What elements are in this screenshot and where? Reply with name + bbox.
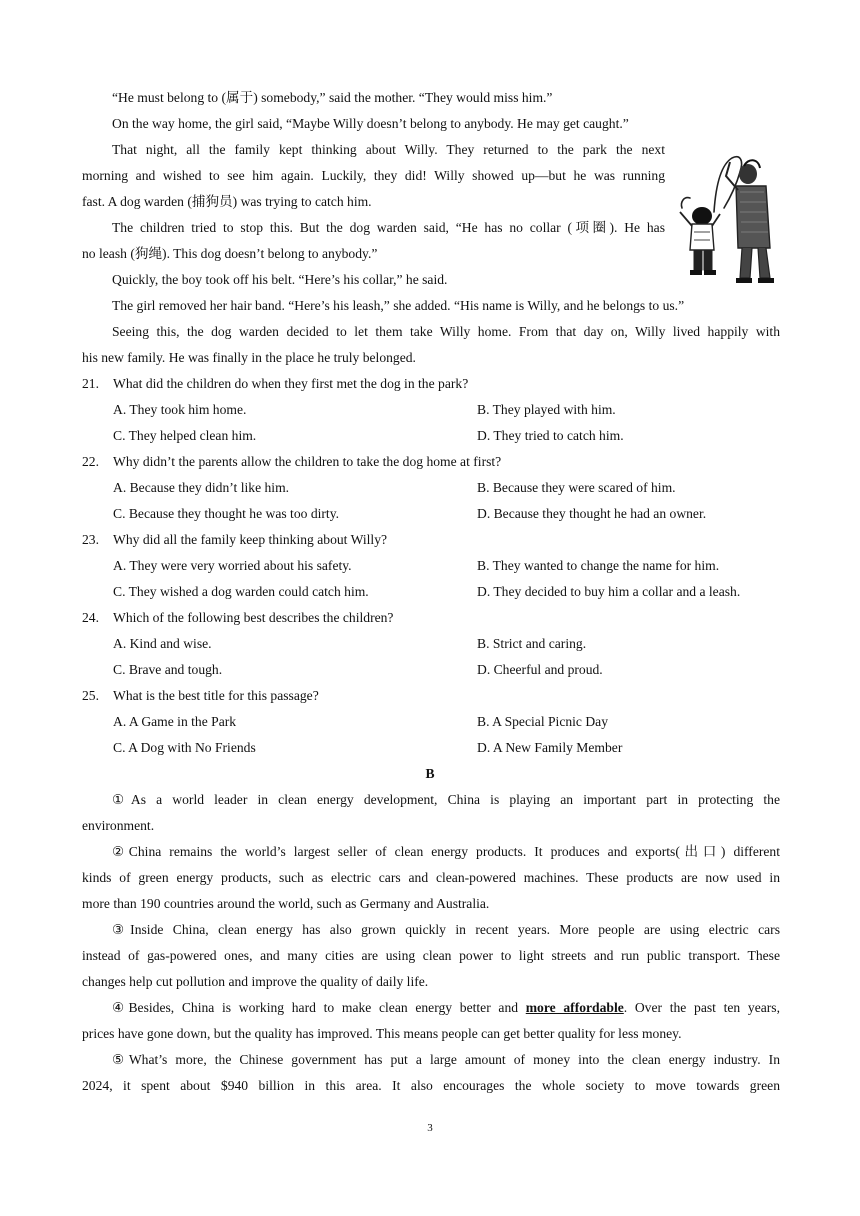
passage-line: morning and wished to see him again. Luckily, they did! Willy showed up—but he was running [82, 168, 665, 183]
option-c: C. Brave and tough. [113, 662, 223, 677]
question-24 [82, 609, 393, 627]
question-number: 23. [82, 532, 99, 547]
option-b: B. A Special Picnic Day [477, 714, 609, 729]
question-text: What did the children do when they first met the dog in the park? [113, 376, 469, 391]
question-text: Why did all the family keep thinking about Willy? [113, 532, 388, 547]
option-c: C. A Dog with No Friends [113, 740, 256, 755]
option-d: D. Cheerful and proud. [477, 662, 603, 677]
passage-line: ①As a world leader in clean energy development, China is playing an important part in protecting the [112, 792, 780, 807]
option-b: B. They wanted to change the name for him. [477, 558, 720, 573]
passage-line: 2024, it spent about $940 billion in this area. It also encourages the whole society to move towards green [82, 1078, 780, 1093]
option-d: D. Because they thought he had an owner. [477, 506, 707, 521]
option-a: A. Kind and wise. [113, 636, 212, 651]
passage-line: The girl removed her hair band. “Here’s his leash,” she added. “His name is Willy, and he belongs to us.” [112, 298, 685, 313]
passage-line: changes help cut pollution and improve the quality of daily life. [82, 974, 429, 989]
option-d: D. They tried to catch him. [477, 428, 624, 443]
passage-line: prices have gone down, but the quality has improved. This means people can get better quality for less money. [82, 1026, 682, 1041]
underlined-phrase: more affordable [525, 1000, 624, 1015]
question-number: 22. [82, 454, 99, 469]
passage-line: his new family. He was finally in the place he truly belonged. [82, 350, 416, 365]
text-segment: ④Besides, China is working hard to make clean energy better and [112, 1000, 526, 1015]
children-with-dog-warden-illustration [674, 152, 782, 286]
question-23 [82, 531, 387, 549]
passage-line: kinds of green energy products, such as electric cars and clean-powered machines. These products are now used in [82, 870, 780, 885]
option-a: A. Because they didn’t like him. [113, 480, 290, 495]
option-b: B. They played with him. [477, 402, 616, 417]
passage-line: The children tried to stop this. But the dog warden said, “He has no collar (项圈). He has [112, 220, 665, 235]
page-number: 3 [427, 1122, 433, 1134]
passage-line: more than 190 countries around the world, such as Germany and Australia. [82, 896, 490, 911]
question-text: What is the best title for this passage? [113, 688, 319, 703]
passage-line: That night, all the family kept thinking about Willy. They returned to the park the next [112, 142, 665, 157]
question-number: 25. [82, 688, 99, 703]
passage-line: instead of gas-powered ones, and many cities are using clean power to light streets and run public transport. These [82, 948, 780, 963]
question-25 [82, 687, 319, 705]
passage-line: fast. A dog warden (捕狗员) was trying to catch him. [82, 194, 372, 209]
option-b: B. Because they were scared of him. [477, 480, 676, 495]
option-d: D. They decided to buy him a collar and a leash. [477, 584, 741, 599]
passage-line [112, 999, 780, 1017]
passage-line: ②China remains the world’s largest seller of clean energy products. It produces and exports(出口) different [112, 844, 780, 859]
passage-line: no leash (狗绳). This dog doesn’t belong to anybody.” [82, 246, 378, 261]
question-number: 24. [82, 610, 99, 625]
option-c: C. They wished a dog warden could catch him. [113, 584, 369, 599]
question-text: Which of the following best describes the children? [113, 610, 394, 625]
section-heading: B [425, 766, 435, 781]
text-segment: . Over the past ten years, [623, 1000, 780, 1015]
passage-line: ③Inside China, clean energy has also grown quickly in recent years. More people are using electric cars [112, 922, 780, 937]
question-21 [82, 375, 468, 393]
passage-line: “He must belong to (属于) somebody,” said the mother. “They would miss him.” [112, 90, 553, 105]
option-a: A. A Game in the Park [113, 714, 237, 729]
question-number: 21. [82, 376, 99, 391]
passage-line: Quickly, the boy took off his belt. “Here’s his collar,” he said. [112, 272, 448, 287]
passage-line: Seeing this, the dog warden decided to let them take Willy home. From that day on, Willy lived happily with [112, 324, 780, 339]
passage-line: On the way home, the girl said, “Maybe Willy doesn’t belong to anybody. He may get caught.” [112, 116, 629, 131]
question-text: Why didn’t the parents allow the children to take the dog home at first? [113, 454, 502, 469]
question-22 [82, 453, 501, 471]
option-c: C. They helped clean him. [113, 428, 257, 443]
option-d: D. A New Family Member [477, 740, 623, 755]
option-b: B. Strict and caring. [477, 636, 587, 651]
passage-line: ⑤What’s more, the Chinese government has put a large amount of money into the clean energy industry. In [112, 1052, 780, 1067]
option-c: C. Because they thought he was too dirty. [113, 506, 340, 521]
option-a: A. They took him home. [113, 402, 247, 417]
passage-line: environment. [82, 818, 155, 833]
option-a: A. They were very worried about his safety. [113, 558, 352, 573]
